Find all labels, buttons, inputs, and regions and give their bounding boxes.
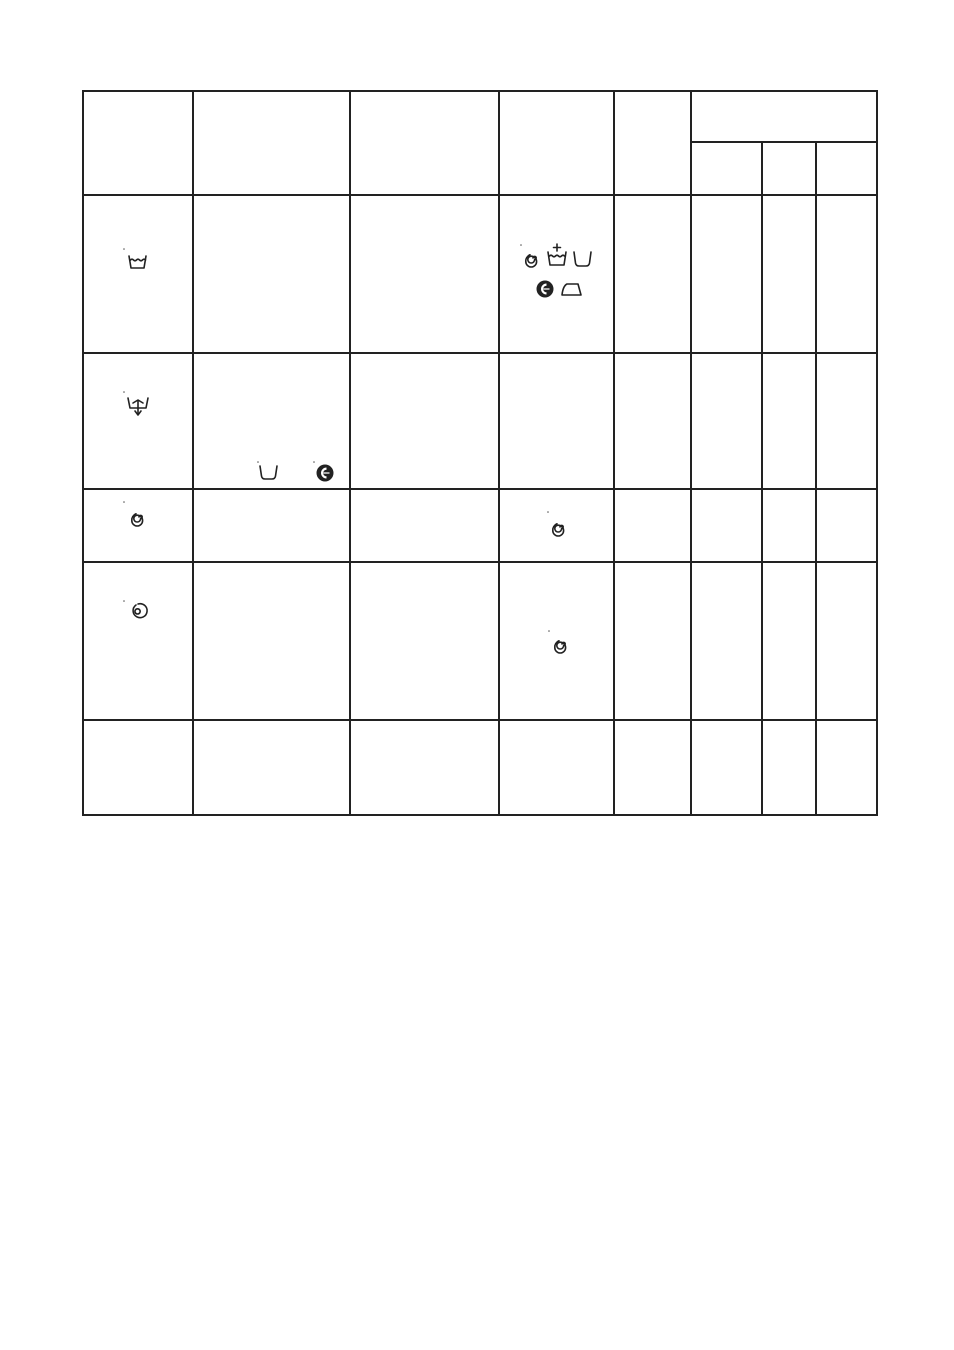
wash-basin-icon: [123, 248, 146, 268]
drain-basin-icon: [123, 391, 148, 415]
iron-icon: [562, 284, 581, 295]
economy-circle-icon: [313, 461, 333, 481]
economy-circle-icon: [537, 281, 554, 298]
tub-icon: [257, 461, 277, 479]
spin-spiral-icon: [547, 511, 563, 536]
spin-spiral-icon: [548, 630, 565, 653]
gentle-spin-icon: [123, 600, 147, 617]
tub-icon: [574, 252, 591, 266]
spin-spiral-icon: [520, 244, 536, 267]
pre-wash-basin-icon: [548, 244, 566, 265]
spin-spiral-icon: [123, 501, 142, 526]
